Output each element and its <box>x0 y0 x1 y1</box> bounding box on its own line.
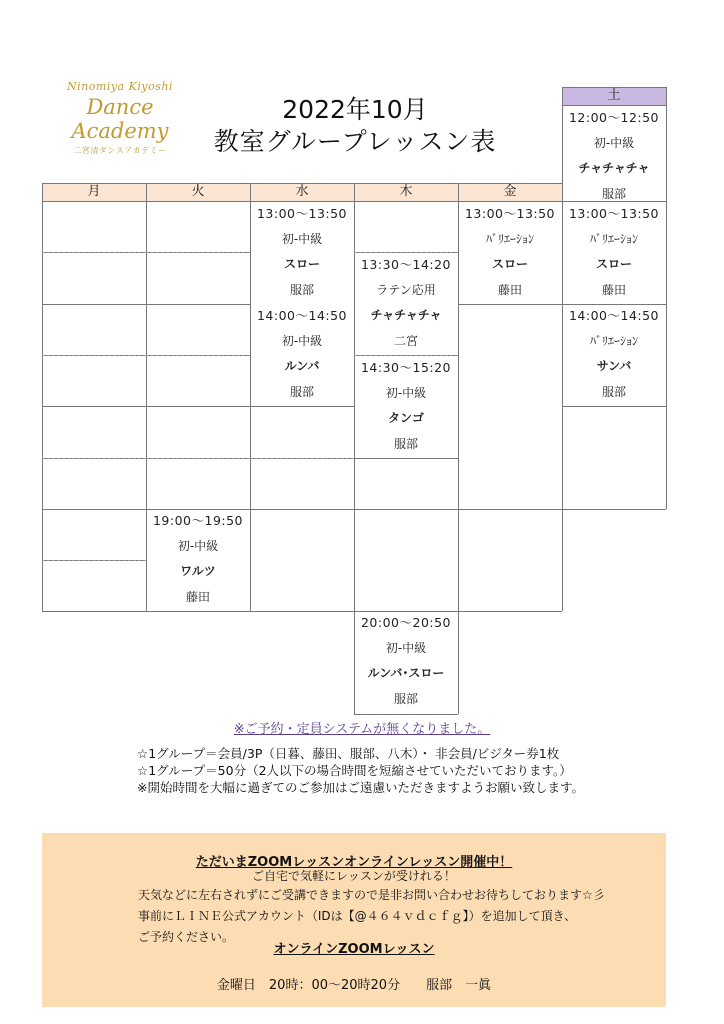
lesson-course: サンバ <box>596 359 632 374</box>
grid-line <box>146 458 250 459</box>
grid-line <box>458 183 459 201</box>
grid-line <box>42 183 43 201</box>
lesson-time: 19:00～19:50 <box>152 513 244 528</box>
grid-line <box>562 509 666 510</box>
academy-logo <box>55 80 185 156</box>
zoom-title: ただいまZOOMレッスンオンラインレッスン開催中！ <box>195 855 513 870</box>
lesson-time: 13:30～14:20 <box>360 257 452 272</box>
lesson-teacher: 二宮 <box>393 334 418 349</box>
zoom-line: 事前にＬＩＮＥ公式アカウント（IDは【@４６４ｖｄｃｆｇ】）を追加して頂き、 <box>138 909 577 923</box>
lesson-course: チャチャチャ <box>578 161 650 176</box>
lesson-course: チャチャチャ <box>370 308 442 323</box>
grid-line <box>354 509 458 510</box>
note-line: ☆1グループ＝50分（2人以下の場合時間を短縮させていただいております。） <box>137 763 572 778</box>
grid-line <box>458 509 562 510</box>
lesson-teacher: 服部 <box>393 437 418 452</box>
notice-text: ※ご予約・定員システムが無くなりました。 <box>233 722 491 737</box>
zoom-line: ご予約ください。 <box>138 930 235 944</box>
grid-line <box>146 252 250 253</box>
lesson-teacher: 藤田 <box>185 590 210 605</box>
lesson-wed-2 <box>250 303 354 406</box>
lesson-level: 初-中級 <box>385 640 427 655</box>
lesson-tue-1 <box>146 508 250 611</box>
grid-line <box>42 611 146 612</box>
notes <box>137 745 584 796</box>
zoom-schedule: 金曜日 20時：00～20時20分 服部 一眞 <box>216 978 492 993</box>
grid-line <box>666 87 667 201</box>
lesson-thu-2 <box>354 355 458 458</box>
zoom-line: ご自宅で気軽にレッスンが受けれる！ <box>252 869 456 883</box>
grid-line <box>250 406 354 407</box>
grid-line <box>42 355 146 356</box>
lesson-time: 13:00～13:50 <box>256 206 348 221</box>
page-title-month: 2022年10月 <box>282 95 428 124</box>
lesson-level: 初-中級 <box>177 538 219 553</box>
lesson-thu-1 <box>354 252 458 355</box>
lesson-time: 12:00～12:50 <box>568 110 660 125</box>
zoom-info-box <box>42 833 666 1007</box>
grid-line <box>146 406 250 407</box>
page-title: 教室グループレッスン表 <box>213 127 497 156</box>
note-line: ※開始時間を大幅に過ぎてのご参加はご遠慮いただきますようお願い致します。 <box>137 780 584 795</box>
lesson-level: ﾊﾞﾘｴｰｼｮﾝ <box>589 333 638 348</box>
logo-sub-text: 二宮清ダンスアカデミー <box>73 146 167 155</box>
grid-line <box>354 183 355 201</box>
lesson-course: スロー <box>283 257 320 272</box>
lesson-time: 13:00～13:50 <box>464 206 556 221</box>
lesson-level: ラテン応用 <box>376 282 436 297</box>
lesson-course: スロー <box>491 257 528 272</box>
grid-line <box>458 611 562 612</box>
lesson-time: 20:00～20:50 <box>360 615 452 630</box>
zoom-line: 天気などに左右されずにご受講できますので是非お問い合わせお待ちしております☆彡 <box>138 888 605 902</box>
logo-main-text: Dance Academy <box>71 95 169 143</box>
lesson-sat-1 <box>562 105 666 208</box>
lesson-teacher: 服部 <box>393 692 418 707</box>
day-header: 木 <box>354 183 458 201</box>
lesson-wed-1 <box>250 201 354 304</box>
lesson-teacher: 服部 <box>289 283 314 298</box>
grid-line <box>42 183 562 184</box>
lesson-teacher: 服部 <box>601 187 626 202</box>
grid-line <box>666 201 667 509</box>
lesson-level: ﾊﾞﾘｴｰｼｮﾝ <box>485 231 534 246</box>
lesson-course: ルンバ･スロー <box>367 666 445 681</box>
lesson-time: 14:30～15:20 <box>360 360 452 375</box>
lesson-course: ワルツ <box>180 564 216 579</box>
grid-line <box>42 560 146 561</box>
grid-line <box>250 509 354 510</box>
grid-line <box>562 406 666 407</box>
lesson-teacher: 藤田 <box>497 283 522 298</box>
grid-line <box>42 252 146 253</box>
grid-line <box>354 714 458 715</box>
grid-line <box>146 304 250 305</box>
grid-line <box>42 406 146 407</box>
day-header: 土 <box>562 87 666 105</box>
lesson-sat-3 <box>562 303 666 406</box>
logo-top-text: Ninomiya Kiyoshi <box>67 80 173 93</box>
day-header: 水 <box>250 183 354 201</box>
lesson-time: 14:00～14:50 <box>256 308 348 323</box>
grid-line <box>42 509 146 510</box>
lesson-course: ルンバ <box>284 359 320 374</box>
lesson-level: 初-中級 <box>281 333 323 348</box>
day-header: 火 <box>146 183 250 201</box>
lesson-time: 14:00～14:50 <box>568 308 660 323</box>
lesson-fri-1 <box>458 201 562 304</box>
grid-line <box>250 611 354 612</box>
lesson-course: スロー <box>595 257 632 272</box>
day-header: 月 <box>42 183 146 201</box>
day-header: 金 <box>458 183 562 201</box>
grid-line <box>250 183 251 201</box>
zoom-subtitle: オンラインZOOMレッスン <box>273 942 435 957</box>
lesson-sat-2 <box>562 201 666 304</box>
grid-line <box>146 355 250 356</box>
lesson-teacher: 藤田 <box>601 283 626 298</box>
lesson-teacher: 服部 <box>289 385 314 400</box>
lesson-level: 初-中級 <box>593 135 635 150</box>
note-line: ☆1グループ＝会員/3P（日暮、藤田、服部、八木）・ 非会員/ビジター券1枚 <box>137 746 560 761</box>
grid-line <box>146 611 250 612</box>
grid-line <box>42 458 146 459</box>
lesson-level: 初-中級 <box>385 385 427 400</box>
lesson-thu-3 <box>354 610 458 713</box>
grid-line <box>42 304 146 305</box>
grid-line <box>250 458 354 459</box>
lesson-time: 13:00～13:50 <box>568 206 660 221</box>
grid-line <box>146 183 147 201</box>
grid-line <box>562 87 666 88</box>
lesson-teacher: 服部 <box>601 385 626 400</box>
lesson-level: ﾊﾞﾘｴｰｼｮﾝ <box>589 231 638 246</box>
lesson-course: タンゴ <box>387 411 424 426</box>
lesson-level: 初-中級 <box>281 231 323 246</box>
